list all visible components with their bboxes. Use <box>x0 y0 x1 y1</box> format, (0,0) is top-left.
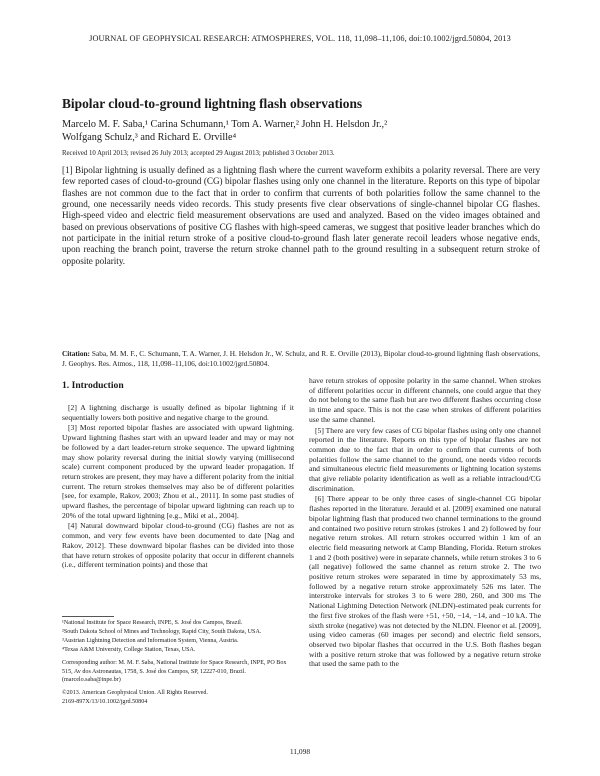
paper-title: Bipolar cloud-to-ground lightning flash observations <box>62 96 363 111</box>
publication-dates: Received 10 April 2013; revised 26 July 2013; accepted 29 August 2013; published 3 October 2013. <box>62 150 335 157</box>
issn-line: 2169-897X/13/10.1002/jgrd.50804 <box>62 699 148 706</box>
authors-line-1: Marcelo M. F. Saba,¹ Carina Schumann,¹ Tom A. Warner,² John H. Helsdon Jr.,² <box>62 119 388 130</box>
copyright-notice: ©2013. American Geophysical Union. All Rights Reserved. <box>62 690 208 697</box>
abstract: [1] Bipolar lightning is usually defined as a lightning flash where the current waveform exhibits a polarity reversal. There are very few reported cases of cloud-to-ground (CG) bipolar flashes using only one channel in the literature. Reports on this type of bipolar flashes are not common due to the fact that in order to confirm that currents of both polarities follow the same channel to the ground, one necessarily needs video records. This study presents five clear observations of single-channel bipolar CG flashes. High-speed video and electric field measurement observations are used and analyzed. Based on the video images obtained and based on previous observations of positive CG flashes with high-speed cameras, we suggest that positive leader branches which do not participate in the initial return stroke of a positive cloud-to-ground flash later generate recoil leaders whose negative ends, upon reaching the branch point, traverse the return stroke channel path to the ground resulting in a subsequent return stroke of opposite polarity. <box>62 165 540 266</box>
author-list <box>62 118 542 144</box>
paragraph-5: [5] There are very few cases of CG bipolar flashes using only one channel reported in the literature. Reports on this type of bipolar flashes are not common due to the fact that in order to confirm that currents of both polarities follow the same channel to the ground, one needs video records and simultaneous electric field measurements or lightning location systems that give reliable polarity identification as well as a reliable intracloud/CG discrimination. <box>309 425 541 493</box>
journal-header: JOURNAL OF GEOPHYSICAL RESEARCH: ATMOSPHERES, VOL. 118, 11,098–11,106, doi:10.1002/jgrd.50804, 2013 <box>89 34 511 43</box>
affiliation-footnote: ²South Dakota School of Mines and Technology, Rapid City, South Dakota, USA. <box>62 628 262 635</box>
paragraph-4-continued: have return strokes of opposite polarity in the same channel. When strokes of different polarities occur in different channels, one could argue that they do not belong to the same flash but are two different flashes occurring close in time and space. This is not the case when strokes of different polarities use the same channel. <box>309 376 541 424</box>
paragraph-4: [4] Natural downward bipolar cloud-to-ground (CG) flashes are not as common, and very few events have been documented to date [Nag and Rakov, 2012]. These downward bipolar flashes can be divided into those that have return strokes of opposite polarity that occur in different channels (i.e., different termination points) and those that <box>62 521 294 570</box>
citation <box>62 349 540 369</box>
paragraph-6: [6] There appear to be only three cases of single-channel CG bipolar flashes reported in the literature. Jerauld et al. [2009] examined one natural bipolar lightning flash that produced two channel terminations to the ground and contained two positive return strokes (strokes 1 and 2) followed by four negative return strokes. All return strokes occurred within 1 km of an electric field measuring network at Camp Blanding, Florida. Return strokes 1 and 2 (both positive) were in separate channels, while return strokes 3 to 6 (all negative) followed the same channel as return stroke 2. The two positive return strokes were separated in time by approximately 53 ms, followed by a negative return stroke approximately 526 ms later. The interstroke intervals for strokes 3 to 6 were 280, 260, and 300 ms The National Lightning Detection Network (NLDN)-estimated peak currents for the first five strokes of the flash were +51, +50, −14, −14, and −10 kA. The sixth stroke (negative) was not detected by the NLDN. Fleenor et al. [2009], using video cameras (60 images per second) and electric field sensors, observed two bipolar flashes that occurred in the U.S. Both flashes began with a positive return stroke that was followed by a negative return stroke that used the same path to the <box>309 494 541 669</box>
paragraph-2: [2] A lightning discharge is usually defined as bipolar lightning if it sequentially lowers both positive and negative charge to the ground. <box>62 403 294 422</box>
affiliation-footnote: ³Austrian Lightning Detection and Information System, Vienna, Austria. <box>62 637 239 644</box>
corresponding-author: Corresponding author: M. M. F. Saba, National Institute for Space Research, INPE, PO Box 515, Av dos Astronautas, 1758, S. José dos Campos, SP, 12227-010, Brazil. (marcelo.saba@inpe.br) <box>62 660 287 683</box>
affiliation-footnote: ⁴Texas A&M University, College Station, Texas, USA. <box>62 646 196 653</box>
paragraph-3: [3] Most reported bipolar flashes are associated with upward lightning. Upward lightning flashes start with an upward leader and may or may not be followed by a dart leader-return stroke sequence. The upward lightning may show polarity reversal during the initial slowly varying (millisecond scale) current component produced by the upward leader propagation. If return strokes are present, they may have a different polarity from the initial current. The return strokes themselves may also be of different polarities [see, for example, Rakov, 2003; Zhou et al., 2011]. In some past studies of upward flashes, the percentage of bipolar upward lightning can reach up to 20% of the total upward lightning [e.g., Miki et al., 2004]. <box>62 423 294 520</box>
authors-line-2: Wolfgang Schulz,³ and Richard E. Orville⁴ <box>62 132 237 143</box>
affiliation-footnote: ¹National Institute for Space Research, INPE, S. José dos Campos, Brazil. <box>62 620 243 626</box>
page-number: 11,098 <box>289 747 311 756</box>
footnote-divider <box>62 616 114 617</box>
citation-text: Saba, M. M. F., C. Schumann, T. A. Warner, J. H. Helsdon Jr., W. Schulz, and R. E. Orville (2013), Bipolar cloud-to-ground lightning flash observations, J. Geophys. Res. Atmos., 118, 11,098–11,106, doi:10.1002/jgrd.50804. <box>62 349 540 368</box>
citation-label: Citation: <box>62 349 90 358</box>
left-column <box>62 403 294 571</box>
section-heading-introduction: 1. Introduction <box>62 380 124 391</box>
right-column <box>309 376 541 670</box>
footnotes <box>62 619 294 707</box>
